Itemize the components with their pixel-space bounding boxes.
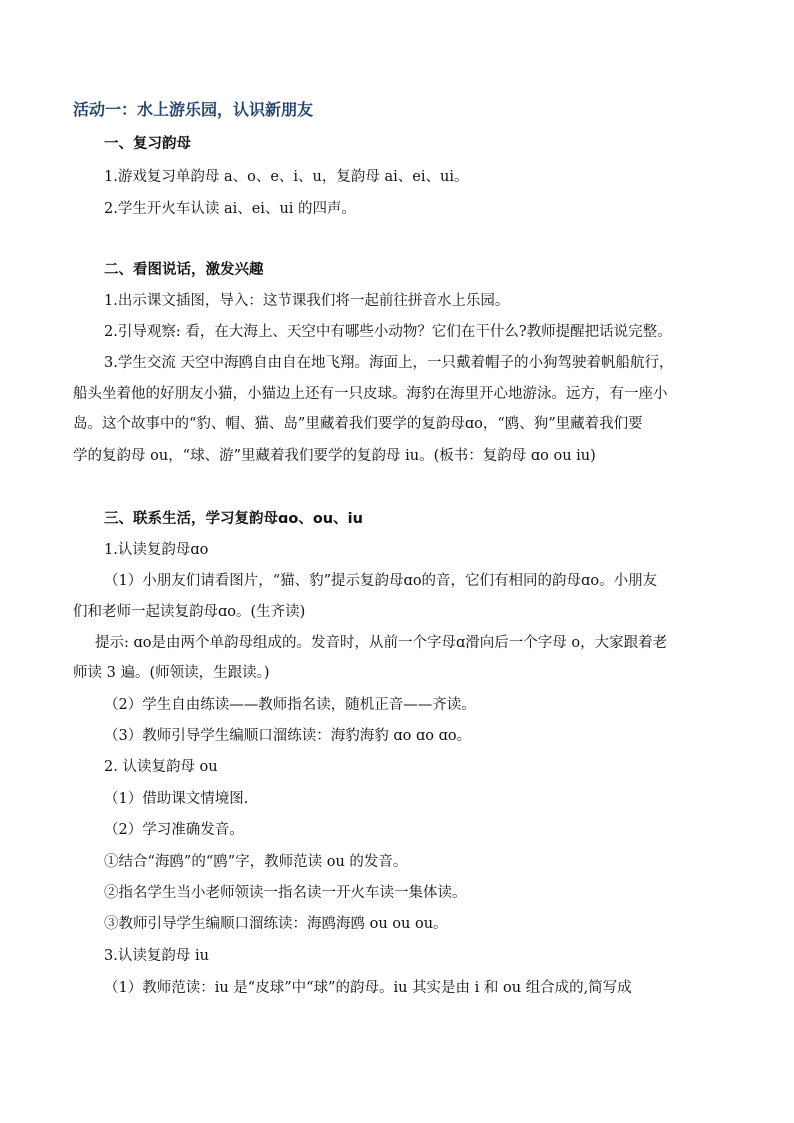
paragraph-line: 2.引导观察: 看，在大海上、天空中有哪些小动物？它们在干什么?教师提醒把话说完整。 xyxy=(104,324,672,340)
paragraph-line: 2.学生开火车认读 ai、ei、ui 的四声。 xyxy=(104,201,357,217)
paragraph-line: 船头坐着他的好朋友小猫，小猫边上还有一只皮球。海豹在海里开心地游泳。远方，有一座小 xyxy=(73,386,668,402)
paragraph-line: ③教师引导学生编顺口溜练读：海鸥海鸥 ou ou ou。 xyxy=(104,916,448,932)
paragraph-line: 提示: ɑo是由两个单韵母组成的。发音时，从前一个字母ɑ滑向后一个字母 o，大家跟着老 xyxy=(95,635,668,651)
section-heading-learn-finals: 三、联系生活，学习复韵母ɑo、ou、iu xyxy=(104,511,363,527)
paragraph-line: 学的复韵母 ou，“球、游”里藏着我们要学的复韵母 iu。(板书：复韵母 ɑo ou iu) xyxy=(73,448,596,464)
page-title: 活动一：水上游乐园，认识新朋友 xyxy=(73,100,314,119)
paragraph-line: ①结合“海鸥”的“鸥”字，教师范读 ou 的发音。 xyxy=(104,854,408,870)
paragraph-line: 3.认读复韵母 iu xyxy=(104,948,209,964)
section-heading-review-finals: 一、复习韵母 xyxy=(104,136,191,152)
paragraph-line: （2）学生自由练读——教师指名读，随机正音——齐读。 xyxy=(104,697,476,713)
paragraph-line: （2）学习准确发音。 xyxy=(104,822,244,838)
paragraph-line: 1.出示课文插图，导入：这节课我们将一起前往拼音水上乐园。 xyxy=(104,293,510,309)
paragraph-line: （1）小朋友们请看图片，“猫、豹”提示复韵母ɑo的音，它们有相同的韵母ɑo。小朋友 xyxy=(104,573,658,589)
paragraph-line: ②指名学生当小老师领读一指名读一开火车读一集体读。 xyxy=(104,885,467,901)
paragraph-line: 师读 3 遍。(师领读，生跟读。) xyxy=(73,665,270,681)
paragraph-line: 2. 认读复韵母 ou xyxy=(104,759,218,775)
paragraph-line: 3.学生交流 天空中海鸥自由自在地飞翔。海面上，一只戴着帽子的小狗驾驶着帆船航行， xyxy=(104,355,674,371)
paragraph-line: 岛。这个故事中的“豹、帽、猫、岛”里藏着我们要学的复韵母ɑo，“鸥、狗”里藏着我们要 xyxy=(73,416,643,432)
paragraph-line: 1.游戏复习单韵母 a、o、e、i、u，复韵母 ai、ei、ui。 xyxy=(104,169,469,185)
paragraph-line: （1）教师范读：iu 是“皮球”中“球”的韵母。iu 其实是由 i 和 ou 组合成的,简写成 xyxy=(104,980,632,996)
paragraph-line: 1.认读复韵母ɑo xyxy=(104,542,209,558)
section-heading-picture-talk: 二、看图说话，激发兴趣 xyxy=(104,262,264,278)
paragraph-line: （3）教师引导学生编顺口溜练读：海豹海豹 ɑo ɑo ɑo。 xyxy=(104,728,472,744)
paragraph-line: 们和老师一起读复韵母ɑo。(生齐读) xyxy=(73,604,306,620)
paragraph-line: （1）借助课文情境图. xyxy=(104,791,249,807)
